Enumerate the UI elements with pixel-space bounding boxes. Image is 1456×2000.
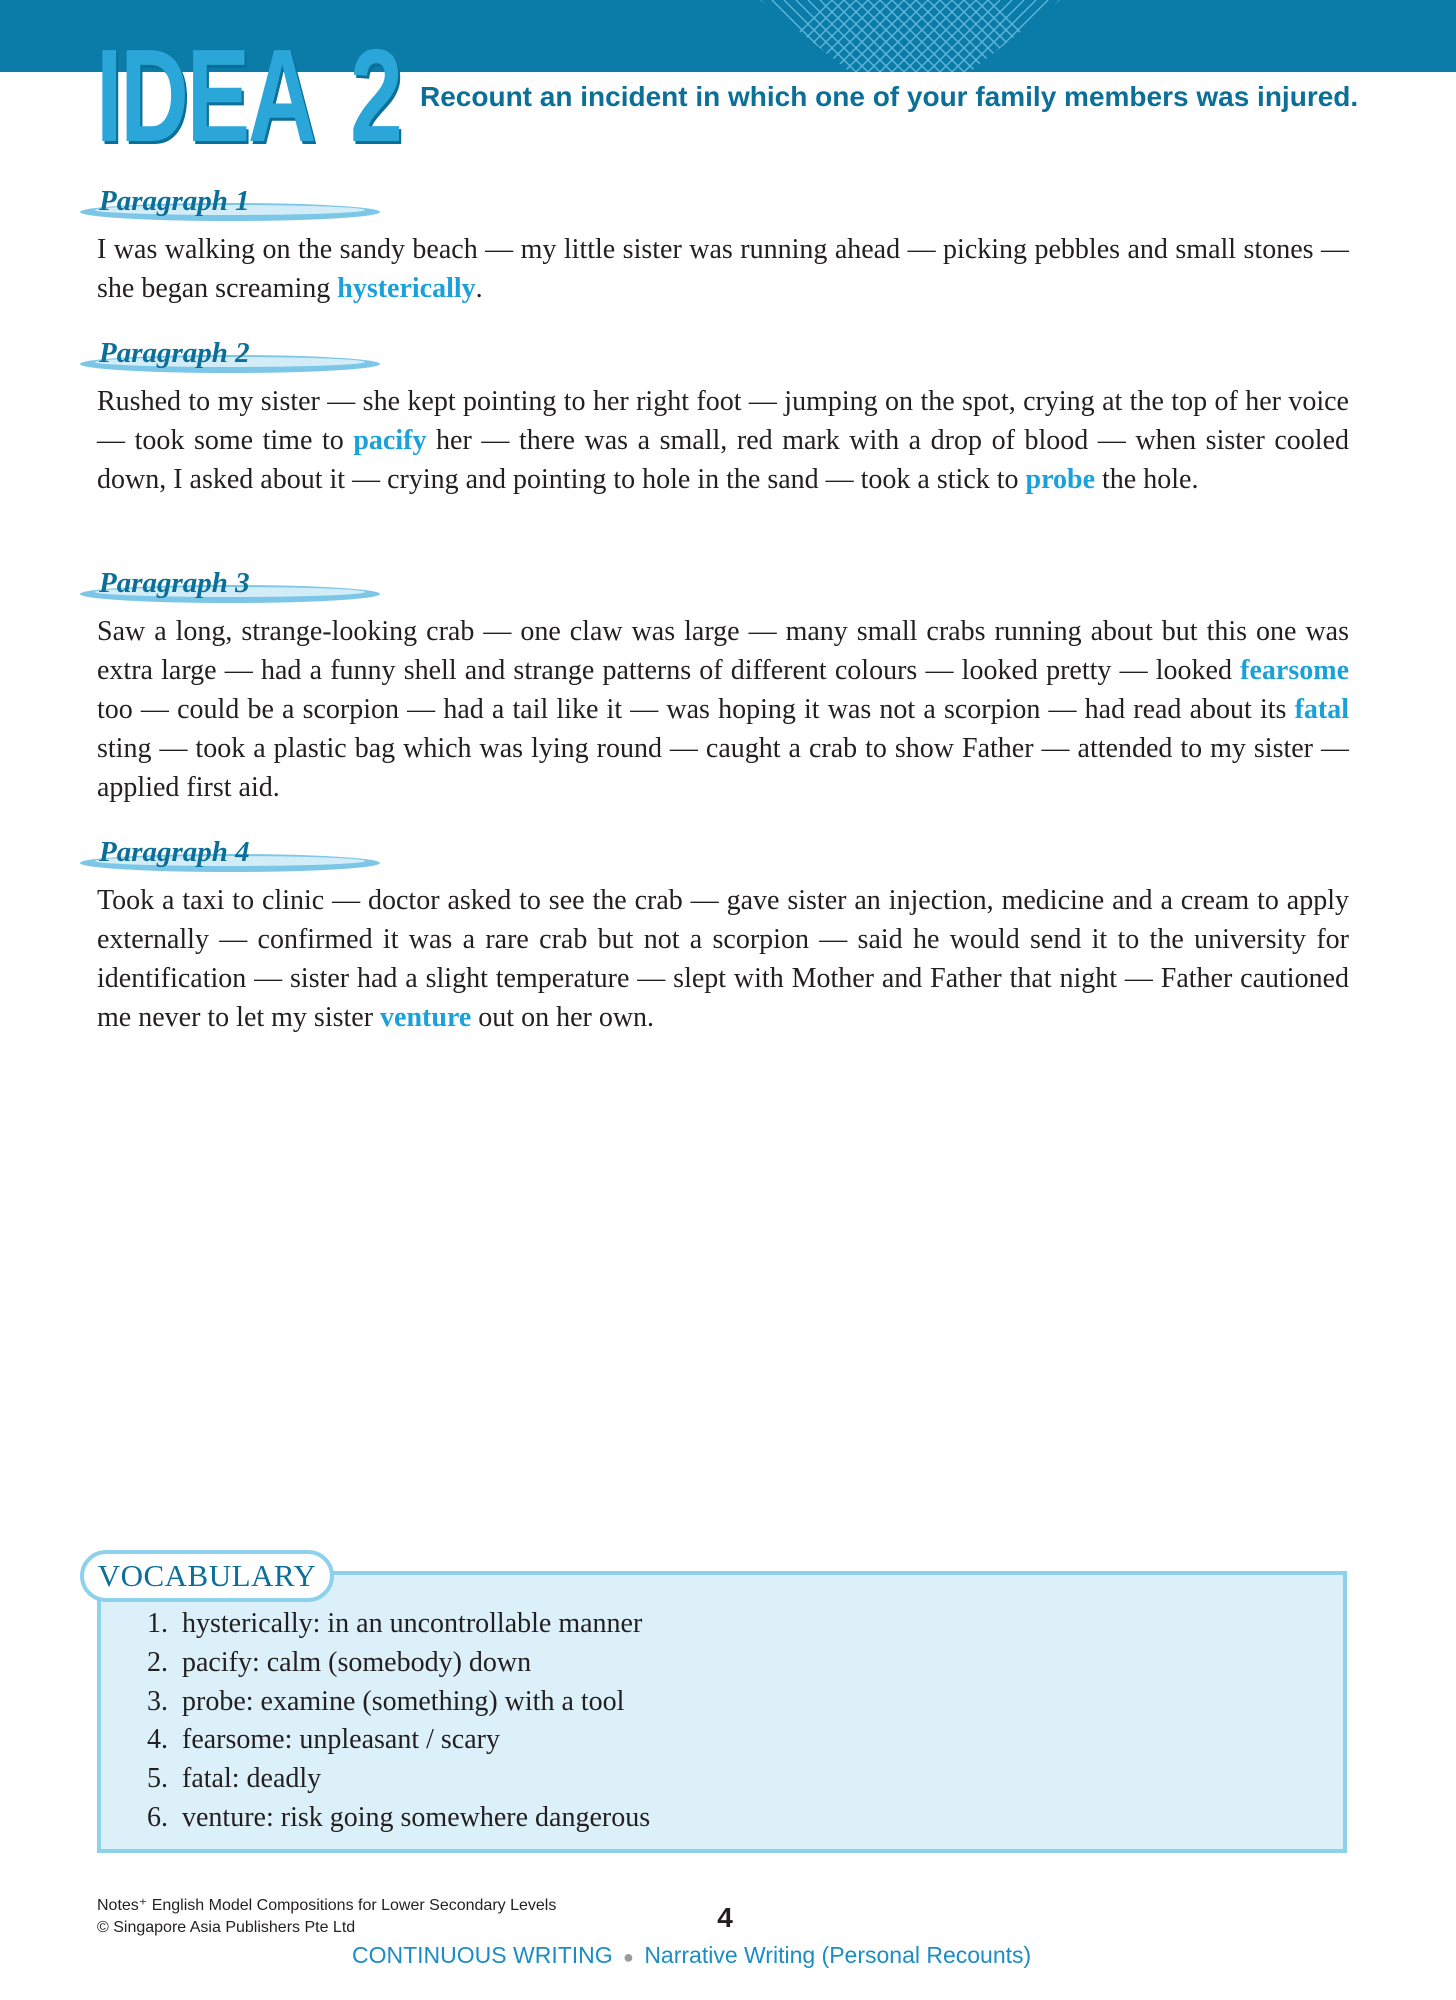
subsection-name: Narrative Writing (Personal Recounts) <box>644 1942 1032 1968</box>
paragraph-text <box>97 881 1349 1037</box>
paragraph-segment: the hole. <box>1095 464 1199 495</box>
book-title: Notes⁺ English Model Compositions for Lower Secondary Levels <box>97 1897 557 1914</box>
paragraph-label-text: Paragraph 1 <box>99 185 250 217</box>
paragraph-section <box>97 564 1349 807</box>
paragraph-section <box>97 182 1349 308</box>
paragraph-section <box>97 334 1349 499</box>
paragraph-label-text: Paragraph 4 <box>99 836 250 868</box>
vocabulary-highlight: probe <box>1025 464 1096 495</box>
footer-credits <box>97 1895 556 1939</box>
vocabulary-highlight: fatal <box>1294 694 1349 725</box>
paragraph-section <box>97 833 1349 1037</box>
vocabulary-item: 4. fearsome: unpleasant / scary <box>147 1724 500 1756</box>
paragraph-segment: Took a taxi to clinic — doctor asked to see the crab — gave sister an injection, medicine and a cream to apply externally — confirmed it was a rare crab but not a scorpion — said he would send it to the university for identification — sister had a slight temperature — slept with Mother and Father that night — Father cautioned me never to let my sister <box>97 885 1349 1033</box>
idea-number: 2 <box>350 22 403 169</box>
composition-prompt: Recount an incident in which one of your family members was injured. <box>420 81 1359 112</box>
paragraph-label-text: Paragraph 3 <box>99 567 250 599</box>
page-number: 4 <box>717 1902 733 1933</box>
vocabulary-title: VOCABULARY <box>97 1558 317 1593</box>
separator-dot-icon: ● <box>623 1947 634 1967</box>
vocabulary-heading <box>80 1550 334 1602</box>
paragraph-segment: . <box>475 273 483 304</box>
vocabulary-item: 3. probe: examine (something) with a tool <box>147 1685 625 1717</box>
idea-title: IDEA <box>96 22 315 169</box>
paragraph-text <box>97 382 1349 499</box>
vocabulary-item: 2. pacify: calm (somebody) down <box>147 1646 532 1678</box>
vocabulary-item: 5. fatal: deadly <box>147 1763 322 1795</box>
section-footer <box>352 1940 1031 1972</box>
paragraph-label <box>97 833 250 877</box>
paragraph-segment: I was walking on the sandy beach — my little sister was running ahead — picking pebbles and small stones — she began screaming <box>97 234 1349 304</box>
paragraph-segment: out on her own. <box>471 1002 655 1033</box>
paragraph-label <box>97 334 250 378</box>
vocabulary-item: 1. hysterically: in an uncontrollable manner <box>147 1608 643 1639</box>
paragraph-text <box>97 612 1349 807</box>
paragraph-segment: her — there was a small, red mark with a drop of blood — when sister cooled down, I asked about it — crying and pointing to hole in the sand — took a stick to <box>97 425 1349 495</box>
copyright: © Singapore Asia Publishers Pte Ltd <box>97 1919 356 1936</box>
vocabulary-highlight: venture <box>380 1002 472 1033</box>
paragraph-segment: Rushed to my sister — she kept pointing to her right foot — jumping on the spot, crying at the top of her voice — took some time to <box>97 386 1349 456</box>
paragraph-segment: Saw a long, strange-looking crab — one claw was large — many small crabs running about but this one was extra large — had a funny shell and strange patterns of different colours — looked pretty — looked <box>97 616 1349 686</box>
paragraph-label <box>97 182 250 226</box>
paragraph-label <box>97 564 250 608</box>
crosshatch-pattern-icon <box>760 0 1060 72</box>
paragraph-text <box>97 230 1349 308</box>
vocabulary-highlight: fearsome <box>1240 655 1349 686</box>
vocabulary-item: 6. venture: risk going somewhere dangerous <box>147 1801 651 1833</box>
vocabulary-highlight: hysterically <box>337 273 476 304</box>
paragraph-segment: too — could be a scorpion — had a tail like it — was hoping it was not a scorpion — had read about its <box>97 694 1295 725</box>
section-name: CONTINUOUS WRITING <box>352 1942 613 1968</box>
vocabulary-list <box>122 1605 650 1838</box>
paragraph-label-text: Paragraph 2 <box>99 337 250 369</box>
vocabulary-highlight: pacify <box>353 425 427 456</box>
paragraph-segment: sting — took a plastic bag which was lying round — caught a crab to show Father — attended to my sister — applied first aid. <box>97 733 1349 803</box>
